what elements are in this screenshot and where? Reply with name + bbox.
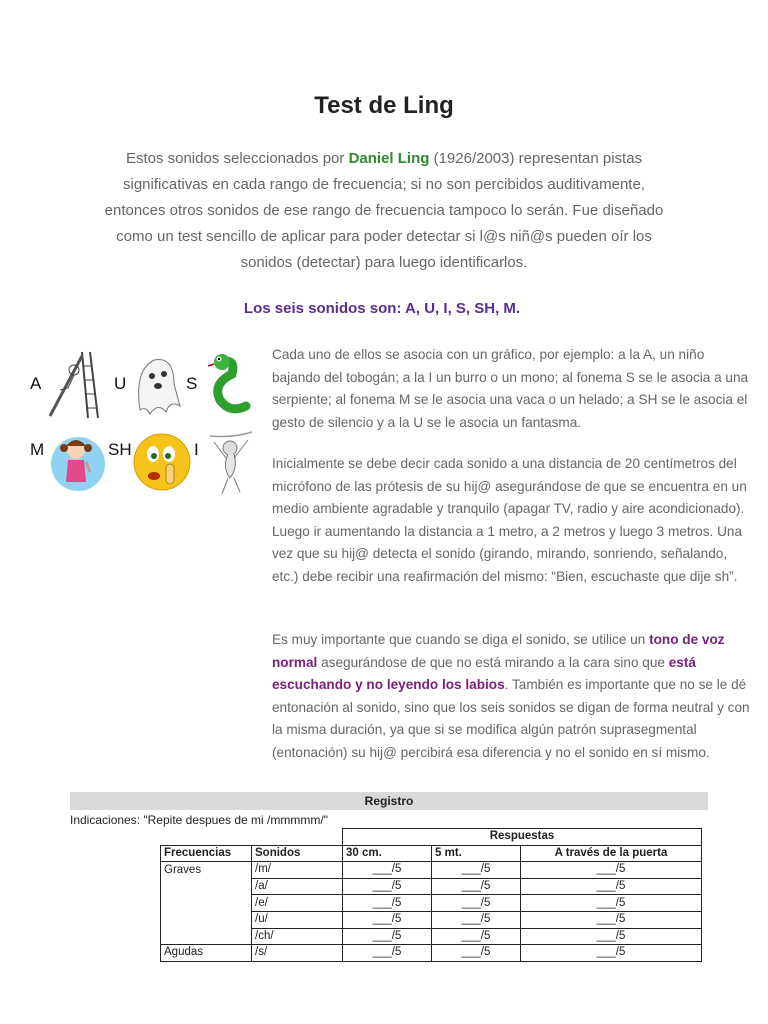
score-puerta: ___/5 <box>521 862 702 879</box>
score-30cm: ___/5 <box>343 911 432 928</box>
sounds-subtitle: Los seis sonidos son: A, U, I, S, SH, M. <box>243 300 521 317</box>
snake-icon <box>202 348 254 422</box>
registro-indicaciones: Indicaciones: "Repite despues de mi /mmmmm/" <box>70 813 328 827</box>
score-puerta: ___/5 <box>521 928 702 945</box>
importance-text-2: asegurándose de que no está mirando a la cara sino que <box>317 654 669 670</box>
letter-a: A <box>30 374 42 393</box>
registro-section <box>70 792 708 828</box>
freq-cell: Agudas <box>161 945 252 962</box>
letter-sh: SH <box>108 440 132 459</box>
letter-i: I <box>194 440 199 459</box>
col-30cm: 30 cm. <box>343 845 432 862</box>
pictures-row-2 <box>28 428 260 508</box>
score-5mt: ___/5 <box>432 895 521 912</box>
highlight-listening: está escuchando y no leyendo los labios <box>272 654 696 693</box>
sound-cell: /m/ <box>252 862 343 879</box>
score-5mt: ___/5 <box>432 862 521 879</box>
table-header-row <box>161 845 702 862</box>
col-5mt: 5 mt. <box>432 845 521 862</box>
silence-face-icon <box>132 428 192 500</box>
score-5mt: ___/5 <box>432 878 521 895</box>
score-5mt: ___/5 <box>432 911 521 928</box>
letter-u: U <box>114 374 127 393</box>
sound-cell: /e/ <box>252 895 343 912</box>
freq-cell <box>161 911 252 928</box>
table-row <box>161 911 702 928</box>
intro-text-before: Estos sonidos seleccionados por <box>125 150 349 167</box>
respuestas-header: Respuestas <box>343 829 702 846</box>
freq-cell: Graves <box>161 862 252 879</box>
score-30cm: ___/5 <box>343 878 432 895</box>
score-30cm: ___/5 <box>343 895 432 912</box>
importance-text-1: Es muy importante que cuando se diga el sonido, se utilice un <box>272 632 650 647</box>
highlight-normal-voice: tono de voz normal <box>272 632 725 670</box>
girl-icecream-icon <box>50 428 106 500</box>
table-header-respuestas <box>161 829 702 846</box>
registro-heading: Registro <box>70 792 708 810</box>
freq-cell <box>161 895 252 912</box>
freq-cell <box>161 878 252 895</box>
col-sonidos: Sonidos <box>252 845 343 862</box>
score-30cm: ___/5 <box>343 862 432 879</box>
col-frecuencias: Frecuencias <box>161 845 252 862</box>
table-row <box>161 862 702 879</box>
monkey-icon <box>204 428 260 500</box>
sound-cell: /a/ <box>252 878 343 895</box>
sound-cell: /s/ <box>252 945 343 962</box>
table-row <box>161 878 702 895</box>
paragraph-instructions: Inicialmente se debe decir cada sonido a una distancia de 20 centímetros del micrófono de las prótesis de su hij@ asegurándose de que se encuentra en un medio ambiente agradable y tranquilo (apagar TV, radio y aire acondicionado). Luego ir aumentando la distancia a 1 metro, a 2 metros y luego 3 metros. Una vez que su hij@ detecta el sonido (girando, mirando, sonriendo, señalando, etc.) debe recibir una reafirmación del mismo: “Bien, escuchaste que dije sh”. <box>272 456 747 584</box>
score-5mt: ___/5 <box>432 945 521 962</box>
table-row <box>161 928 702 945</box>
score-5mt: ___/5 <box>432 928 521 945</box>
paragraph-importance <box>272 629 752 765</box>
ghost-icon <box>126 350 184 420</box>
importance-text-3: . También es importante que no se le dé entonación al sonido, sino que los seis sonidos se digan de forma neutral y con la misma duración, ya que si se modifica algún patrón suprasegmental (entonación) su hij@ percibirá esa diferencia y no el sonido en sí mismo. <box>272 677 750 760</box>
freq-cell <box>161 928 252 945</box>
intro-paragraph <box>98 146 670 276</box>
table-row <box>161 895 702 912</box>
score-puerta: ___/5 <box>521 895 702 912</box>
registro-table <box>160 828 702 962</box>
page-title: Test de Ling <box>314 92 454 119</box>
sound-cell: /u/ <box>252 911 343 928</box>
letter-m: M <box>30 440 45 459</box>
table-row <box>161 945 702 962</box>
score-puerta: ___/5 <box>521 878 702 895</box>
sound-pictures-panel <box>28 340 260 510</box>
slide-child-icon <box>44 346 102 422</box>
score-30cm: ___/5 <box>343 945 432 962</box>
letter-s: S <box>186 374 198 393</box>
col-puerta: A través de la puerta <box>521 845 702 862</box>
pictures-row-1 <box>28 346 260 426</box>
sound-cell: /ch/ <box>252 928 343 945</box>
paragraph-associations: Cada uno de ellos se asocia con un gráfico, por ejemplo: a la A, un niño bajando del tobogán; a la I un burro o un mono; al fonema S se le asocia a una serpiente; al fonema M se le asocia una vaca o un helado; a SH se le asocia el gesto de silencio y a la U se le asocia un fantasma. <box>272 347 749 430</box>
score-puerta: ___/5 <box>521 911 702 928</box>
score-puerta: ___/5 <box>521 945 702 962</box>
score-30cm: ___/5 <box>343 928 432 945</box>
author-name: Daniel Ling <box>348 150 430 167</box>
intro-text-after: (1926/2003) representan pistas significativas en cada rango de frecuencia; si no son percibidos auditivamente, entonces otros sonidos de ese rango de frecuencia tampoco lo serán. Fue diseñado como un test sencillo de aplicar para poder detectar si l@s niñ@s pueden oír los sonidos (detectar) para luego identificarlos. <box>104 150 664 271</box>
